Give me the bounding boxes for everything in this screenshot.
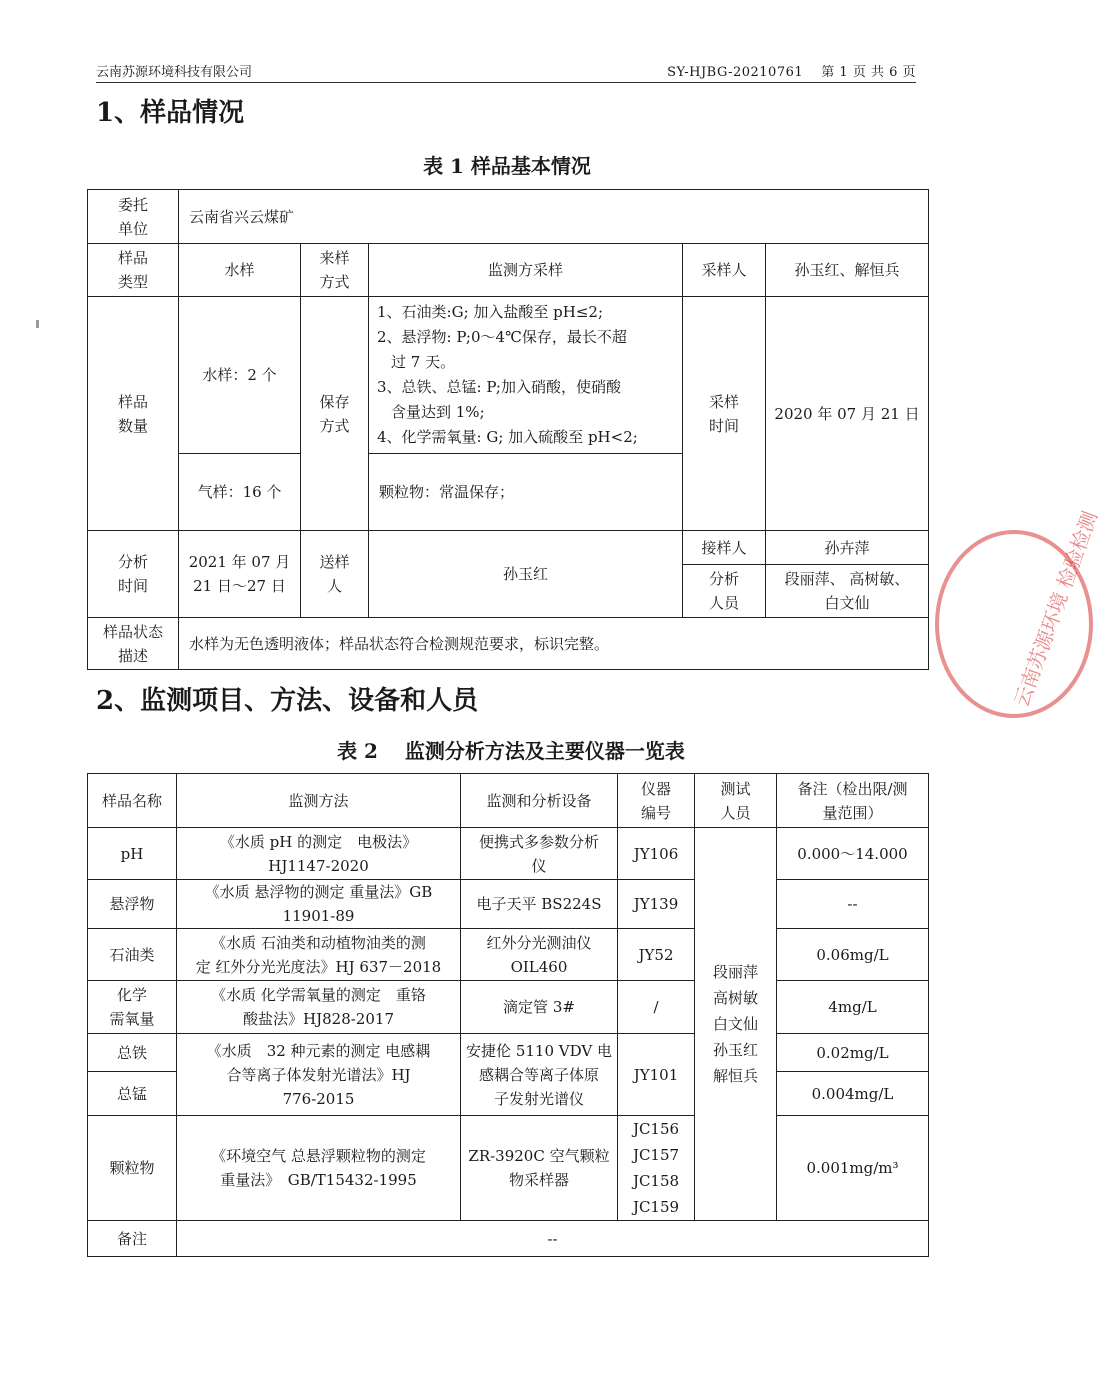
sender-value: 孙玉红: [369, 531, 683, 618]
method-line: HJ1147-2020: [268, 856, 369, 875]
row-method: [177, 828, 461, 880]
preserve-line: 1、石油类:G; 加入盐酸至 pH≤2;: [377, 303, 604, 321]
sample-qty-label: 样品 数量: [88, 297, 179, 531]
section2-title: 2、监测项目、方法、设备和人员: [96, 686, 479, 716]
method-line: 重量法》 GB/T15432-1995: [220, 1171, 417, 1189]
receiver-label: 接样人: [683, 531, 766, 565]
tester-name: 孙玉红: [712, 1041, 758, 1059]
method-line: 《水质 32 种元素的测定 电感耦: [206, 1041, 431, 1060]
method-line: 《水质 石油类和动植物油类的测: [211, 933, 426, 952]
sampling-mode-label: 来样 方式: [301, 244, 369, 297]
method-line: 《水质 pH 的测定 电极法》: [219, 832, 418, 851]
row-name: 化学 需氧量: [88, 981, 177, 1034]
fe-mn-method: [177, 1034, 461, 1116]
row-name: 总锰: [88, 1072, 177, 1116]
row-id: /: [618, 981, 695, 1034]
tester-name: 高树敏: [712, 989, 758, 1007]
gas-qty: 气样：16 个: [179, 454, 301, 531]
preserve-line: 2、悬浮物: P;0～4℃保存，最长不超: [377, 328, 627, 346]
row-name: 总铁: [88, 1034, 177, 1072]
tester-name: 白文仙: [712, 1015, 758, 1033]
row-method: [177, 981, 461, 1034]
preserve-line: 过 7 天。: [391, 353, 456, 371]
sampler-label: 采样人: [683, 244, 766, 297]
header-method: 监测方法: [177, 774, 461, 828]
client-value: 云南省兴云煤矿: [179, 190, 929, 244]
tester-name: 解恒兵: [712, 1067, 758, 1085]
sample-info-table: [87, 189, 929, 670]
method-line: 776-2015: [282, 1089, 355, 1108]
row-equipment: 红外分光测油仪 OIL460: [461, 929, 618, 981]
sender-label: 送样 人: [301, 531, 369, 618]
red-seal-stamp: [935, 507, 1103, 718]
row-name: pH: [88, 828, 177, 880]
page-info: 第 1 页 共 6 页: [821, 65, 916, 80]
sample-type-label: 样品 类型: [88, 244, 179, 297]
row-remark: 0.06mg/L: [777, 929, 929, 981]
receiver-value: 孙卉萍: [766, 531, 929, 565]
row-remark: 0.000～14.000: [777, 828, 929, 880]
water-qty: 水样：2 个: [179, 297, 301, 454]
sampling-mode-value: 监测方采样: [369, 244, 683, 297]
method-line: 《环境空气 总悬浮颗粒物的测定: [211, 1147, 426, 1165]
row-remark: 4mg/L: [777, 981, 929, 1034]
row-id: JY139: [618, 880, 695, 929]
notes-value: --: [177, 1221, 929, 1257]
preserve-water: [369, 297, 683, 454]
row-remark: 0.004mg/L: [777, 1072, 929, 1116]
header-equipment: 监测和分析设备: [461, 774, 618, 828]
row-id: JY52: [618, 929, 695, 981]
page-header: [96, 62, 916, 83]
fe-mn-equipment: 安捷伦 5110 VDV 电 感耦合等离子体原 子发射光谱仪: [461, 1034, 618, 1116]
method-line: 酸盐法》HJ828-2017: [243, 1010, 394, 1028]
method-line: 定 红外分光光度法》HJ 637－2018: [195, 957, 442, 976]
row-remark: 0.02mg/L: [777, 1034, 929, 1072]
header-id: 仪器 编号: [618, 774, 695, 828]
row-name: 石油类: [88, 929, 177, 981]
row-equipment: ZR-3920C 空气颗粒 物采样器: [461, 1116, 618, 1221]
row-id: JC156 JC157 JC158 JC159: [618, 1116, 695, 1221]
preserve-label: 保存 方式: [301, 297, 369, 531]
preserve-line: 3、总铁、总锰: P;加入硝酸，使硝酸: [377, 378, 621, 396]
method-line: 11901-89: [282, 907, 355, 925]
row-method: [177, 929, 461, 981]
header-remark: 备注（检出限/测 量范围）: [777, 774, 929, 828]
stamp-text: 云南苏源环境 检验检测: [1009, 507, 1103, 711]
row-id: JY106: [618, 828, 695, 880]
table2-caption: 表 2 监测分析方法及主要仪器一览表: [337, 739, 685, 763]
scan-mark: [36, 320, 39, 328]
header-tester: 测试 人员: [695, 774, 777, 828]
row-equipment: 便携式多参数分析 仪: [461, 828, 618, 880]
state-value: 水样为无色透明液体；样品状态符合检测规范要求，标识完整。: [179, 618, 929, 670]
state-label: 样品状态 描述: [88, 618, 179, 670]
preserve-line: 含量达到 1%;: [391, 403, 485, 421]
row-remark: --: [777, 880, 929, 929]
row-name: 悬浮物: [88, 880, 177, 929]
sampling-time-label: 采样 时间: [683, 297, 766, 531]
row-equipment: 电子天平 BS224S: [461, 880, 618, 929]
company-name: 云南苏源环境科技有限公司: [96, 65, 253, 80]
header-sample: 样品名称: [88, 774, 177, 828]
analysts-label: 分析 人员: [683, 565, 766, 618]
testers-cell: [695, 828, 777, 1221]
report-number-page: [667, 61, 916, 80]
row-method: [177, 1116, 461, 1221]
analysts-value: 段丽萍、 高树敏、 白文仙: [766, 565, 929, 618]
sampling-time-value: 2020 年 07 月 21 日: [766, 297, 929, 531]
analysis-time-value: 2021 年 07 月 21 日～27 日: [179, 531, 301, 618]
sampler-value: 孙玉红、解恒兵: [766, 244, 929, 297]
tester-name: 段丽萍: [712, 963, 758, 981]
method-line: 合等离子体发射光谱法》HJ: [226, 1065, 411, 1084]
sample-type-value: 水样: [179, 244, 301, 297]
table1-caption: 表 1 样品基本情况: [423, 154, 591, 178]
methods-table: [87, 773, 929, 1257]
analysis-time-label: 分析 时间: [88, 531, 179, 618]
row-equipment: 滴定管 3#: [461, 981, 618, 1034]
preserve-line: 4、化学需氧量: G; 加入硫酸至 pH<2;: [377, 428, 638, 446]
method-line: 《水质 化学需氧量的测定 重铬: [211, 986, 426, 1004]
section1-title: 1、样品情况: [96, 98, 245, 128]
fe-mn-id: JY101: [618, 1034, 695, 1116]
client-label: 委托 单位: [88, 190, 179, 244]
preserve-gas: 颗粒物：常温保存；: [369, 454, 683, 531]
row-method: [177, 880, 461, 929]
notes-label: 备注: [88, 1221, 177, 1257]
report-number: SY-HJBG-20210761: [667, 65, 804, 80]
row-name: 颗粒物: [88, 1116, 177, 1221]
row-remark: 0.001mg/m³: [777, 1116, 929, 1221]
method-line: 《水质 悬浮物的测定 重量法》GB: [204, 883, 433, 901]
